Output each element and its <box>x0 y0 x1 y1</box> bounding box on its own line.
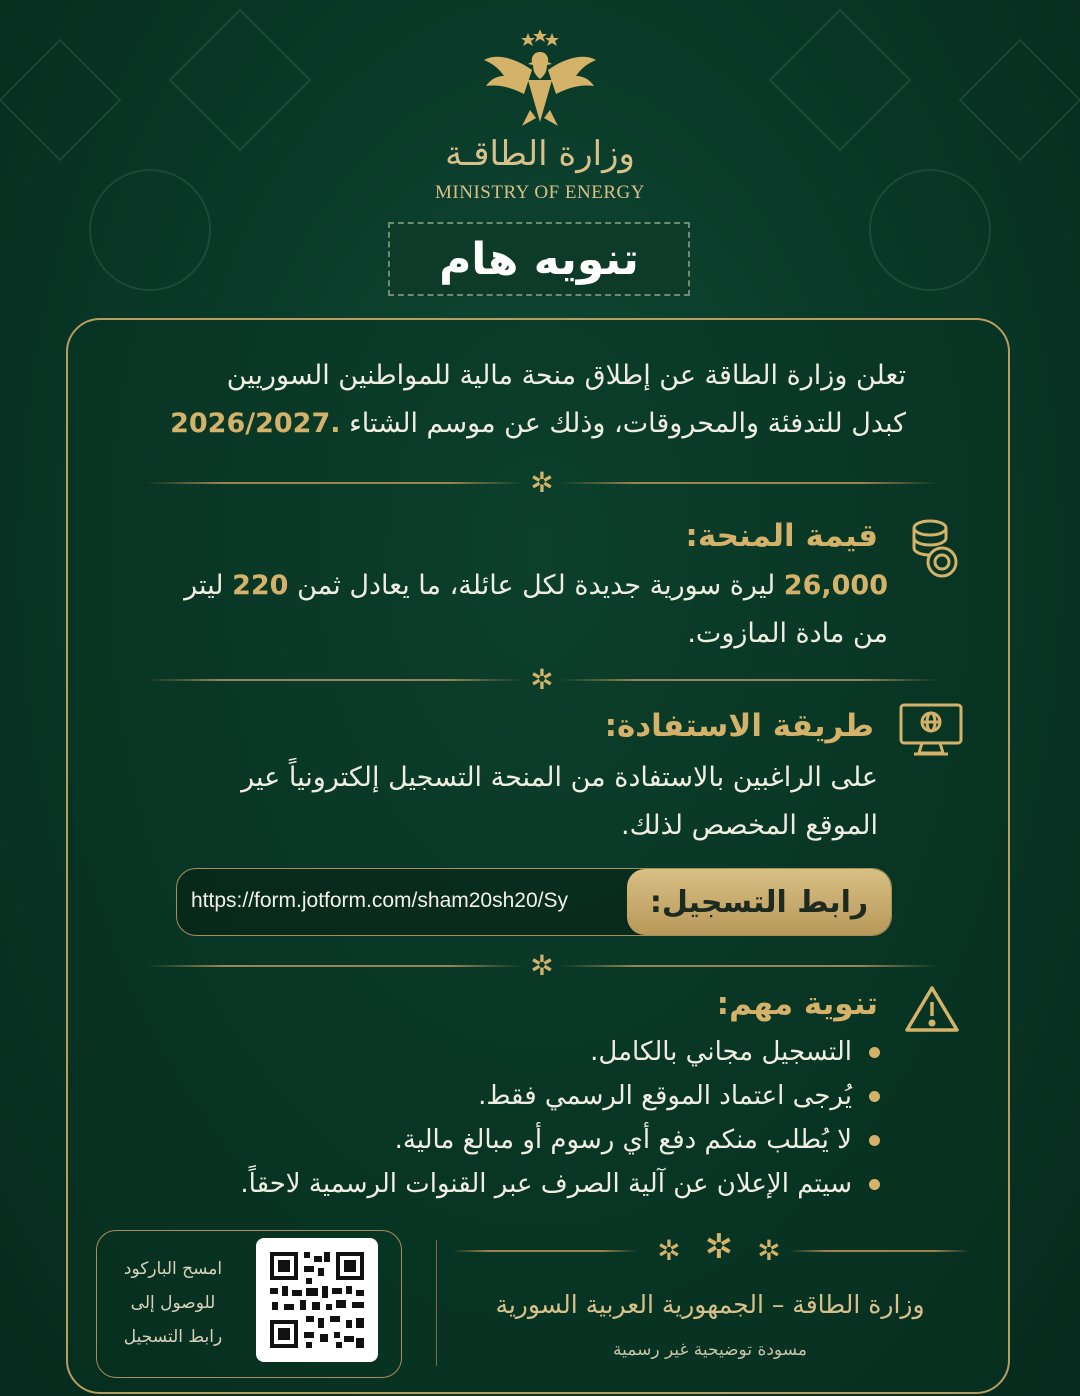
grant-line-1 <box>158 562 888 610</box>
registration-link-box[interactable] <box>176 868 892 936</box>
footer-divider-line <box>790 1250 970 1252</box>
list-item: يُرجى اعتماد الموقع الرسمي فقط. <box>184 1074 884 1118</box>
registration-link-label: رابط التسجيل: <box>627 869 891 935</box>
qr-code-icon <box>256 1238 378 1362</box>
grant-value-text <box>158 562 888 658</box>
list-item: سيتم الإعلان عن آلية الصرف عبر القنوات الرسمية لاحقاً. <box>184 1162 884 1206</box>
registration-url[interactable]: https://form.jotform.com/sham20sh20/Sy <box>191 889 568 912</box>
grant-liters: 220 <box>232 570 289 601</box>
important-notice-banner <box>388 222 690 296</box>
divider-line <box>146 965 524 967</box>
grant-value-title: قيمة المنحة: <box>685 518 878 554</box>
footer-divider-line <box>452 1250 638 1252</box>
grant-line-2: من مادة المازوت. <box>687 618 888 649</box>
method-text <box>158 754 878 850</box>
footer-star-icon: ✲ <box>757 1234 781 1267</box>
warning-icon <box>904 984 960 1034</box>
method-line-2: الموقع المخصص لذلك. <box>621 810 878 841</box>
ministry-name-arabic: وزارة الطاقـة <box>445 134 635 174</box>
qr-instructions <box>108 1252 238 1354</box>
important-title: تنوية مهم: <box>716 986 878 1022</box>
divider-star-icon: ✲ <box>530 949 554 982</box>
method-line-1: على الراغبين بالاستفادة من المنحة التسجيل إلكترونياً عير <box>241 762 878 793</box>
coins-icon <box>906 518 960 580</box>
intro-line-1: تعلن وزارة الطاقة عن إطلاق منحة مالية للمواطنين السوريين <box>226 360 906 391</box>
divider-line <box>560 679 938 681</box>
list-item: لا يُطلب منكم دفع أي رسوم أو مبالغ مالية. <box>184 1118 884 1162</box>
qr-line-1: امسح الباركود <box>123 1259 223 1279</box>
footer-subtitle: مسودة توضيحية غير رسمية <box>613 1340 807 1360</box>
grant-amount: 26,000 <box>783 570 888 601</box>
intro-paragraph <box>146 352 906 448</box>
divider-line <box>560 965 938 967</box>
eagle-emblem-icon <box>478 30 602 130</box>
divider-star-icon: ✲ <box>530 663 554 696</box>
qr-line-3: رابط التسجيل <box>123 1327 223 1347</box>
important-list <box>184 1030 884 1206</box>
divider-line <box>146 679 524 681</box>
footer-star-icon: ✲ <box>704 1227 734 1267</box>
divider-star-icon: ✲ <box>530 466 554 499</box>
monitor-globe-icon <box>898 702 964 760</box>
notice-title: تنويه هام <box>439 233 639 285</box>
season-year: .2026/2027 <box>170 408 341 439</box>
list-item: التسجيل مجاني بالكامل. <box>184 1030 884 1074</box>
intro-line-2 <box>146 400 906 448</box>
ministry-name-english: MINISTRY OF ENERGY <box>435 182 645 203</box>
qr-code[interactable] <box>256 1238 378 1362</box>
qr-line-2: للوصول إلى <box>130 1293 216 1313</box>
intro-line-2-text: كبدل للتدفئة والمحروقات، وذلك عن موسم الشتاء <box>349 408 906 439</box>
footer-vertical-divider <box>436 1240 437 1366</box>
grant-text-b: ليتر <box>184 570 224 601</box>
divider-line <box>146 482 524 484</box>
divider-line <box>560 482 938 484</box>
grant-text-a: ليرة سورية جديدة لكل عائلة، ما يعادل ثمن <box>297 570 776 601</box>
method-title: طريقة الاستفادة: <box>604 708 874 744</box>
footer-star-icon: ✲ <box>657 1234 681 1267</box>
footer-title: وزارة الطاقة – الجمهورية العربية السورية <box>495 1290 925 1319</box>
